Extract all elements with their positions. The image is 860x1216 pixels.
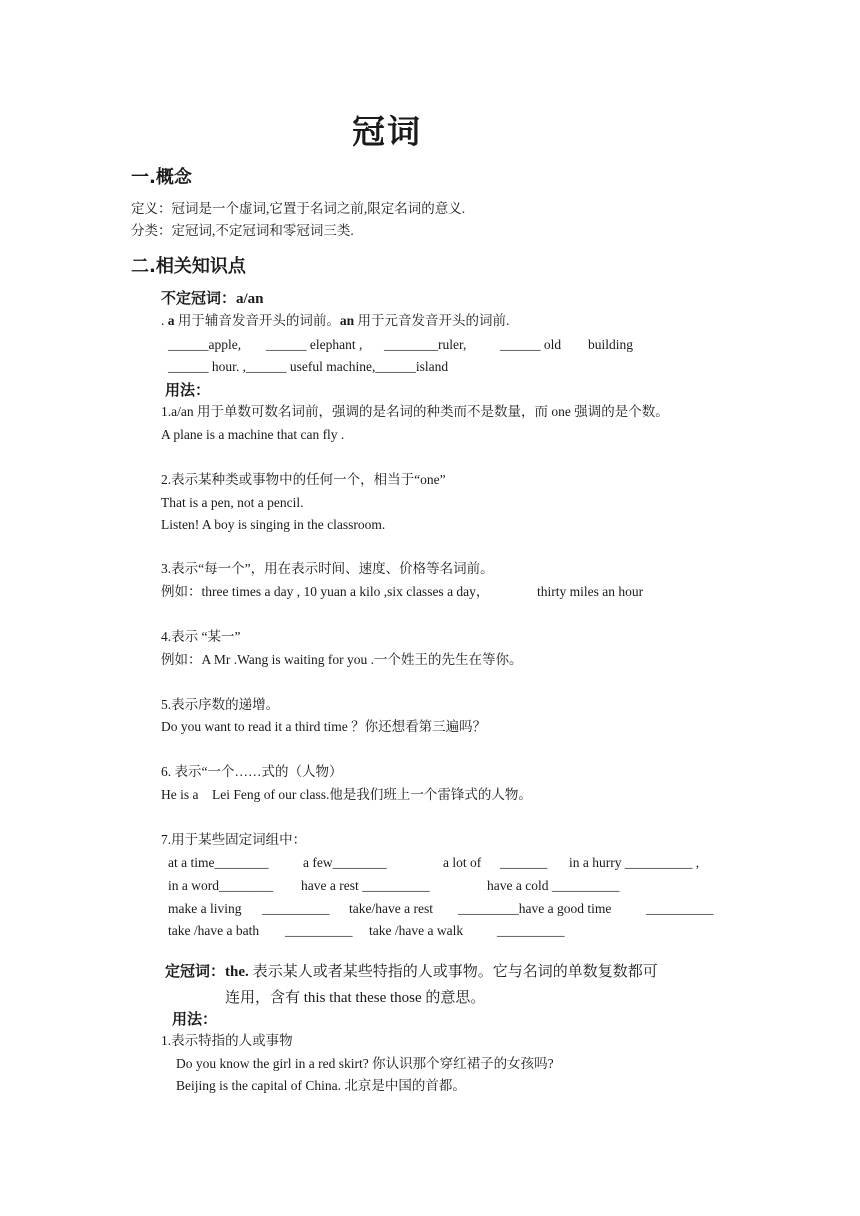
definite-desc2: 连用，含有 this that these those 的意思。 bbox=[225, 990, 486, 1006]
classification-text: 分类：定冠词,不定冠词和零冠词三类. bbox=[131, 223, 354, 238]
definite-label-cn: 定冠词： bbox=[165, 962, 226, 980]
phrase-make-a-living-blank: __________ bbox=[262, 901, 330, 916]
usage2-example2: Listen! A boy is singing in the classroom. bbox=[161, 517, 386, 532]
usage3-example: 例如：three times a day , 10 yuan a kilo ,six classes a day， bbox=[161, 584, 490, 599]
section1-heading: 一.概念 bbox=[131, 167, 192, 188]
definite-usage-label: 用法： bbox=[172, 1010, 218, 1028]
usage4-title: 4.表示 “某一” bbox=[161, 629, 241, 644]
page-title: 冠词 bbox=[352, 112, 422, 151]
phrase-have-a-rest: have a rest __________ bbox=[301, 878, 430, 893]
phrase-have-a-good-time-blank: __________ bbox=[646, 901, 714, 916]
phrase-take-have-a-rest: take/have a rest bbox=[349, 901, 433, 916]
phrase-in-a-word: in a word________ bbox=[168, 878, 273, 893]
phrase-at-a-time: at a time________ bbox=[168, 855, 269, 870]
usage6-example: He is a Lei Feng of our class.他是我们班上一个雷锋式的人物。 bbox=[161, 787, 532, 802]
phrase-take-a-walk: take /have a walk bbox=[369, 923, 464, 938]
rule-prefix: . bbox=[161, 313, 168, 328]
definition-text: 定义：冠词是一个虚词,它置于名词之前,限定名词的意义. bbox=[131, 201, 466, 216]
indefinite-article-label bbox=[161, 287, 264, 308]
rule-a: a bbox=[167, 313, 175, 328]
phrase-have-a-good-time: _________have a good time bbox=[458, 901, 612, 916]
usage1-example: A plane is a machine that can fly . bbox=[161, 427, 345, 442]
rule-an: an bbox=[339, 313, 355, 328]
usage2-title: 2.表示某种类或事物中的任何一个，相当于“one” bbox=[161, 472, 446, 487]
phrase-take-a-walk-blank: __________ bbox=[497, 923, 565, 938]
usage3-title: 3.表示“每一个”，用在表示时间、速度、价格等名词前。 bbox=[161, 561, 494, 576]
word-building: building bbox=[588, 337, 634, 352]
phrase-take-a-bath: take /have a bath bbox=[168, 923, 260, 938]
phrase-make-a-living: make a living bbox=[168, 901, 242, 916]
definite-article-line bbox=[165, 960, 658, 981]
blank-old: ______ old bbox=[500, 337, 562, 352]
usage6-title: 6. 表示“一个……式的（人物） bbox=[161, 764, 343, 779]
usage3-example-tail: thirty miles an hour bbox=[537, 584, 644, 599]
usage7-title: 7.用于某些固定词组中： bbox=[161, 832, 307, 847]
rule-mid: 用于辅音发音开头的词前。 bbox=[174, 313, 340, 328]
phrase-have-a-cold: have a cold __________ bbox=[487, 878, 620, 893]
indefinite-label-cn: 不定冠词： bbox=[161, 289, 237, 307]
definite-usage1-title: 1.表示特指的人或事物 bbox=[161, 1033, 293, 1048]
section2-heading: 二.相关知识点 bbox=[131, 256, 246, 277]
phrase-a-lot-of-blank: _______ bbox=[500, 855, 548, 870]
rule-end: 用于元音发音开头的词前. bbox=[354, 313, 510, 328]
indefinite-label-en: a/an bbox=[236, 291, 264, 307]
usage-label: 用法： bbox=[165, 381, 211, 399]
usage5-title: 5.表示序数的递增。 bbox=[161, 697, 280, 712]
blank-apple: ______apple, bbox=[168, 337, 242, 352]
definite-label-en: the. bbox=[225, 964, 249, 980]
usage5-example: Do you want to read it a third time ？你还想看第三遍吗？ bbox=[161, 719, 487, 734]
blank-hour-line: ______ hour. ,______ useful machine,______island bbox=[168, 359, 449, 374]
usage4-example: 例如：A Mr .Wang is waiting for you .一个姓王的先生在等你。 bbox=[161, 652, 523, 667]
definite-desc: 表示某人或者某些特指的人或事物。它与名词的单数复数都可 bbox=[252, 964, 658, 980]
blank-elephant: ______ elephant , bbox=[266, 337, 363, 352]
usage1-title: 1.a/an 用于单数可数名词前，强调的是名词的种类而不是数量，而 one 强调的是个数。 bbox=[161, 404, 669, 419]
phrase-take-a-bath-blank: __________ bbox=[285, 923, 353, 938]
definite-usage1-example1: Do you know the girl in a red skirt? 你认识那个穿红裙子的女孩吗? bbox=[176, 1056, 554, 1071]
phrase-a-lot-of: a lot of bbox=[443, 855, 482, 870]
phrase-in-a-hurry: in a hurry __________ , bbox=[569, 855, 700, 870]
indefinite-rule bbox=[161, 312, 509, 329]
blank-ruler: ________ruler, bbox=[384, 337, 467, 352]
phrase-a-few: a few________ bbox=[303, 855, 387, 870]
definite-usage1-example2: Beijing is the capital of China. 北京是中国的首都。 bbox=[176, 1078, 466, 1093]
usage2-example1: That is a pen, not a pencil. bbox=[161, 495, 304, 510]
